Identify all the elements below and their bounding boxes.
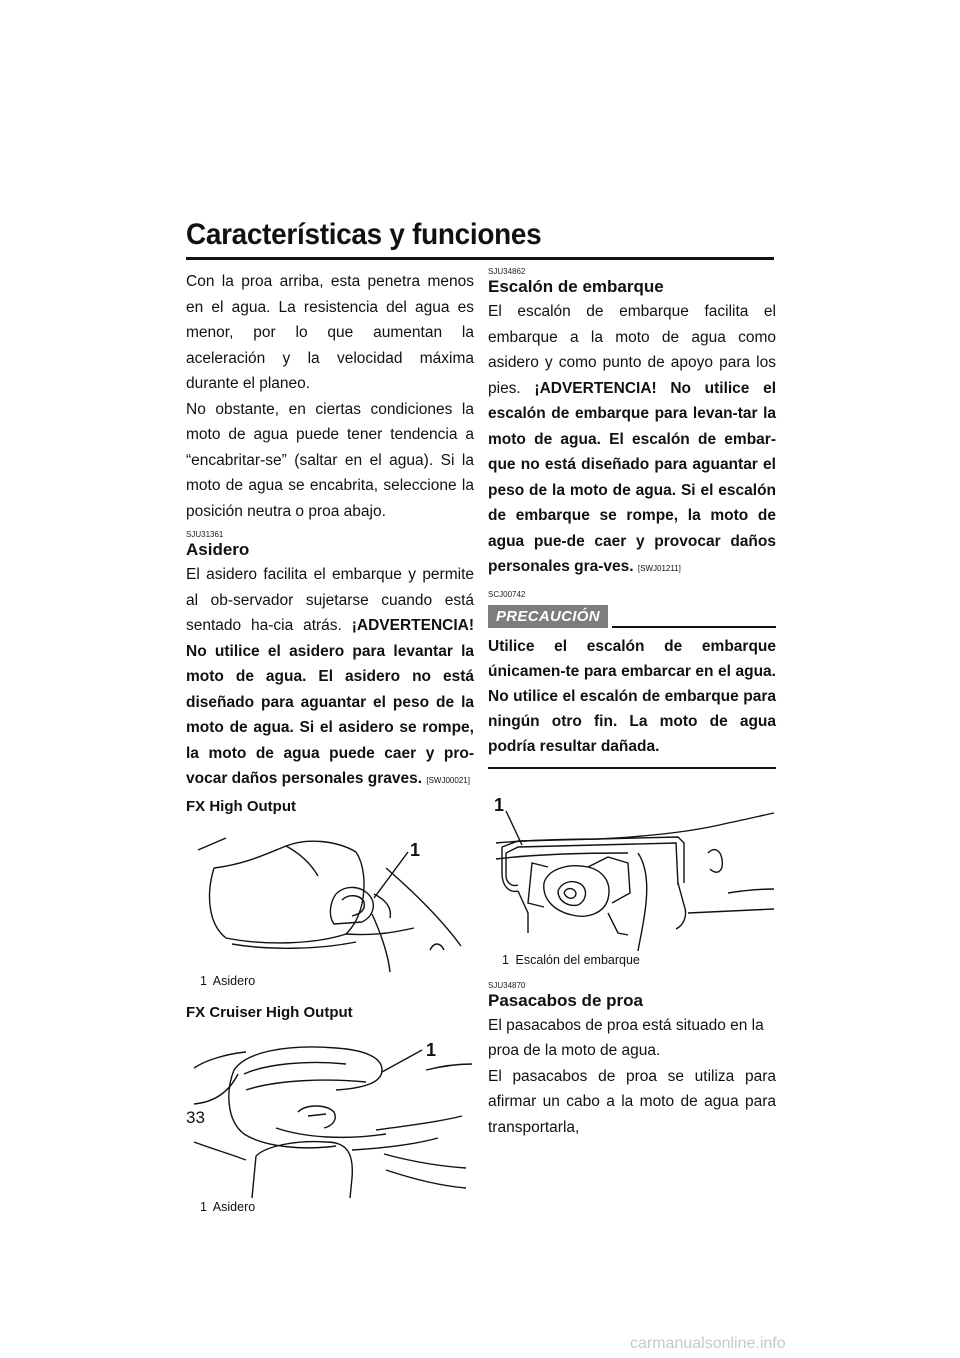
section-title-asidero: Asidero (186, 540, 250, 559)
caution-rule (612, 626, 776, 628)
header-rule (186, 257, 774, 260)
caution-text: Utilice el escalón de embarque únicamen-te para embarcar en el agua. No utilice el escalón de embarque para ningún otro fin. La moto de agua podría resultar dañada. (488, 637, 776, 755)
caution-code: SCJ00742 (488, 589, 526, 599)
paragraph: El pasacabos de proa está situado en la proa de la moto de agua. (488, 1016, 764, 1059)
asidero-warning: ¡ADVERTENCIA! No utilice el asidero para levantar la moto de agua. El asidero no está diseñado para aguantar el peso de la moto de agua. Si el asidero se rompe, la moto de agua puede caer y pro-vocar daños personales graves. (186, 617, 474, 787)
watermark: carmanualsonline.info (630, 1335, 786, 1352)
asidero-paragraph (186, 562, 474, 794)
caption-number: 1 (502, 952, 509, 967)
right-column (488, 267, 776, 1140)
caption-text: Asidero (212, 1199, 256, 1214)
figure-asidero-fx-high-output (186, 824, 474, 974)
figure-asidero-fx-cruiser (186, 1030, 474, 1200)
boarding-step-illustration (488, 783, 776, 953)
caution-badge: PRECAUCIÓN (488, 605, 608, 628)
warning-ref: [SWJ00021] (426, 776, 470, 785)
caption-number: 1 (200, 973, 207, 988)
page-title: Características y funciones (186, 218, 542, 251)
callout-1: 1 (494, 794, 505, 815)
section-title-escalon: Escalón de embarque (488, 277, 664, 296)
escalon-paragraph (488, 299, 776, 582)
escalon-text: El escalón de embarque facilita el embarque a la moto de agua como asidero y como punto de apoyo para los pies. (488, 303, 776, 397)
figure-caption (186, 1200, 474, 1214)
figure-caption (488, 953, 776, 967)
caution-box (488, 602, 776, 769)
handle-illustration (186, 1030, 474, 1200)
model-label-fx-high-output: FX High Output (186, 797, 296, 815)
section-title-pasacabos: Pasacabos de proa (488, 990, 643, 1010)
paragraph: No obstante, en ciertas condiciones la moto de agua puede tener tendencia a “encabritar-se” (saltar en el agua). Si la moto de agua se encabrita, seleccione la posición neutra o proa abajo. (186, 400, 474, 520)
caption-number: 1 (200, 1199, 207, 1214)
caution-header (488, 602, 776, 628)
figure-caption (186, 974, 474, 988)
callout-1: 1 (410, 839, 421, 860)
section-code: SJU31361 (186, 530, 224, 539)
section-code: SJU34862 (488, 267, 526, 276)
paragraph: El pasacabos de proa se utiliza para afirmar un cabo a la moto de agua para transportarla, (488, 1067, 776, 1136)
caption-text: Asidero (212, 973, 256, 988)
paragraph: Con la proa arriba, esta penetra menos en el agua. La resistencia del agua es menor, por lo que aumentan la aceleración y la velocidad máxima durante el planeo. (186, 273, 474, 392)
escalon-warning: ¡ADVERTENCIA! No utilice el escalón de embarque para levan-tar la moto de agua. El escalón de embar-que no está diseñado para aguantar el peso de la moto de agua. Si el escalón de embarque se rompe, la moto de agua pue-de caer y provocar daños personales gra-ves. (488, 379, 776, 575)
figure-escalon (488, 783, 776, 953)
callout-1: 1 (426, 1039, 437, 1060)
model-label-fx-cruiser-high-output: FX Cruiser High Output (186, 1003, 353, 1021)
caption-text: Escalón del embarque (515, 952, 640, 967)
page-number: 33 (186, 1108, 205, 1127)
warning-ref: [SWJ01211] (637, 564, 681, 573)
left-column (186, 267, 474, 1214)
section-code: SJU34870 (488, 980, 526, 990)
handle-illustration (186, 824, 474, 974)
asidero-text: El asidero facilita el embarque y permite al ob-servador sujetarse cuando está sentado ha-cia atrás. (186, 566, 474, 634)
